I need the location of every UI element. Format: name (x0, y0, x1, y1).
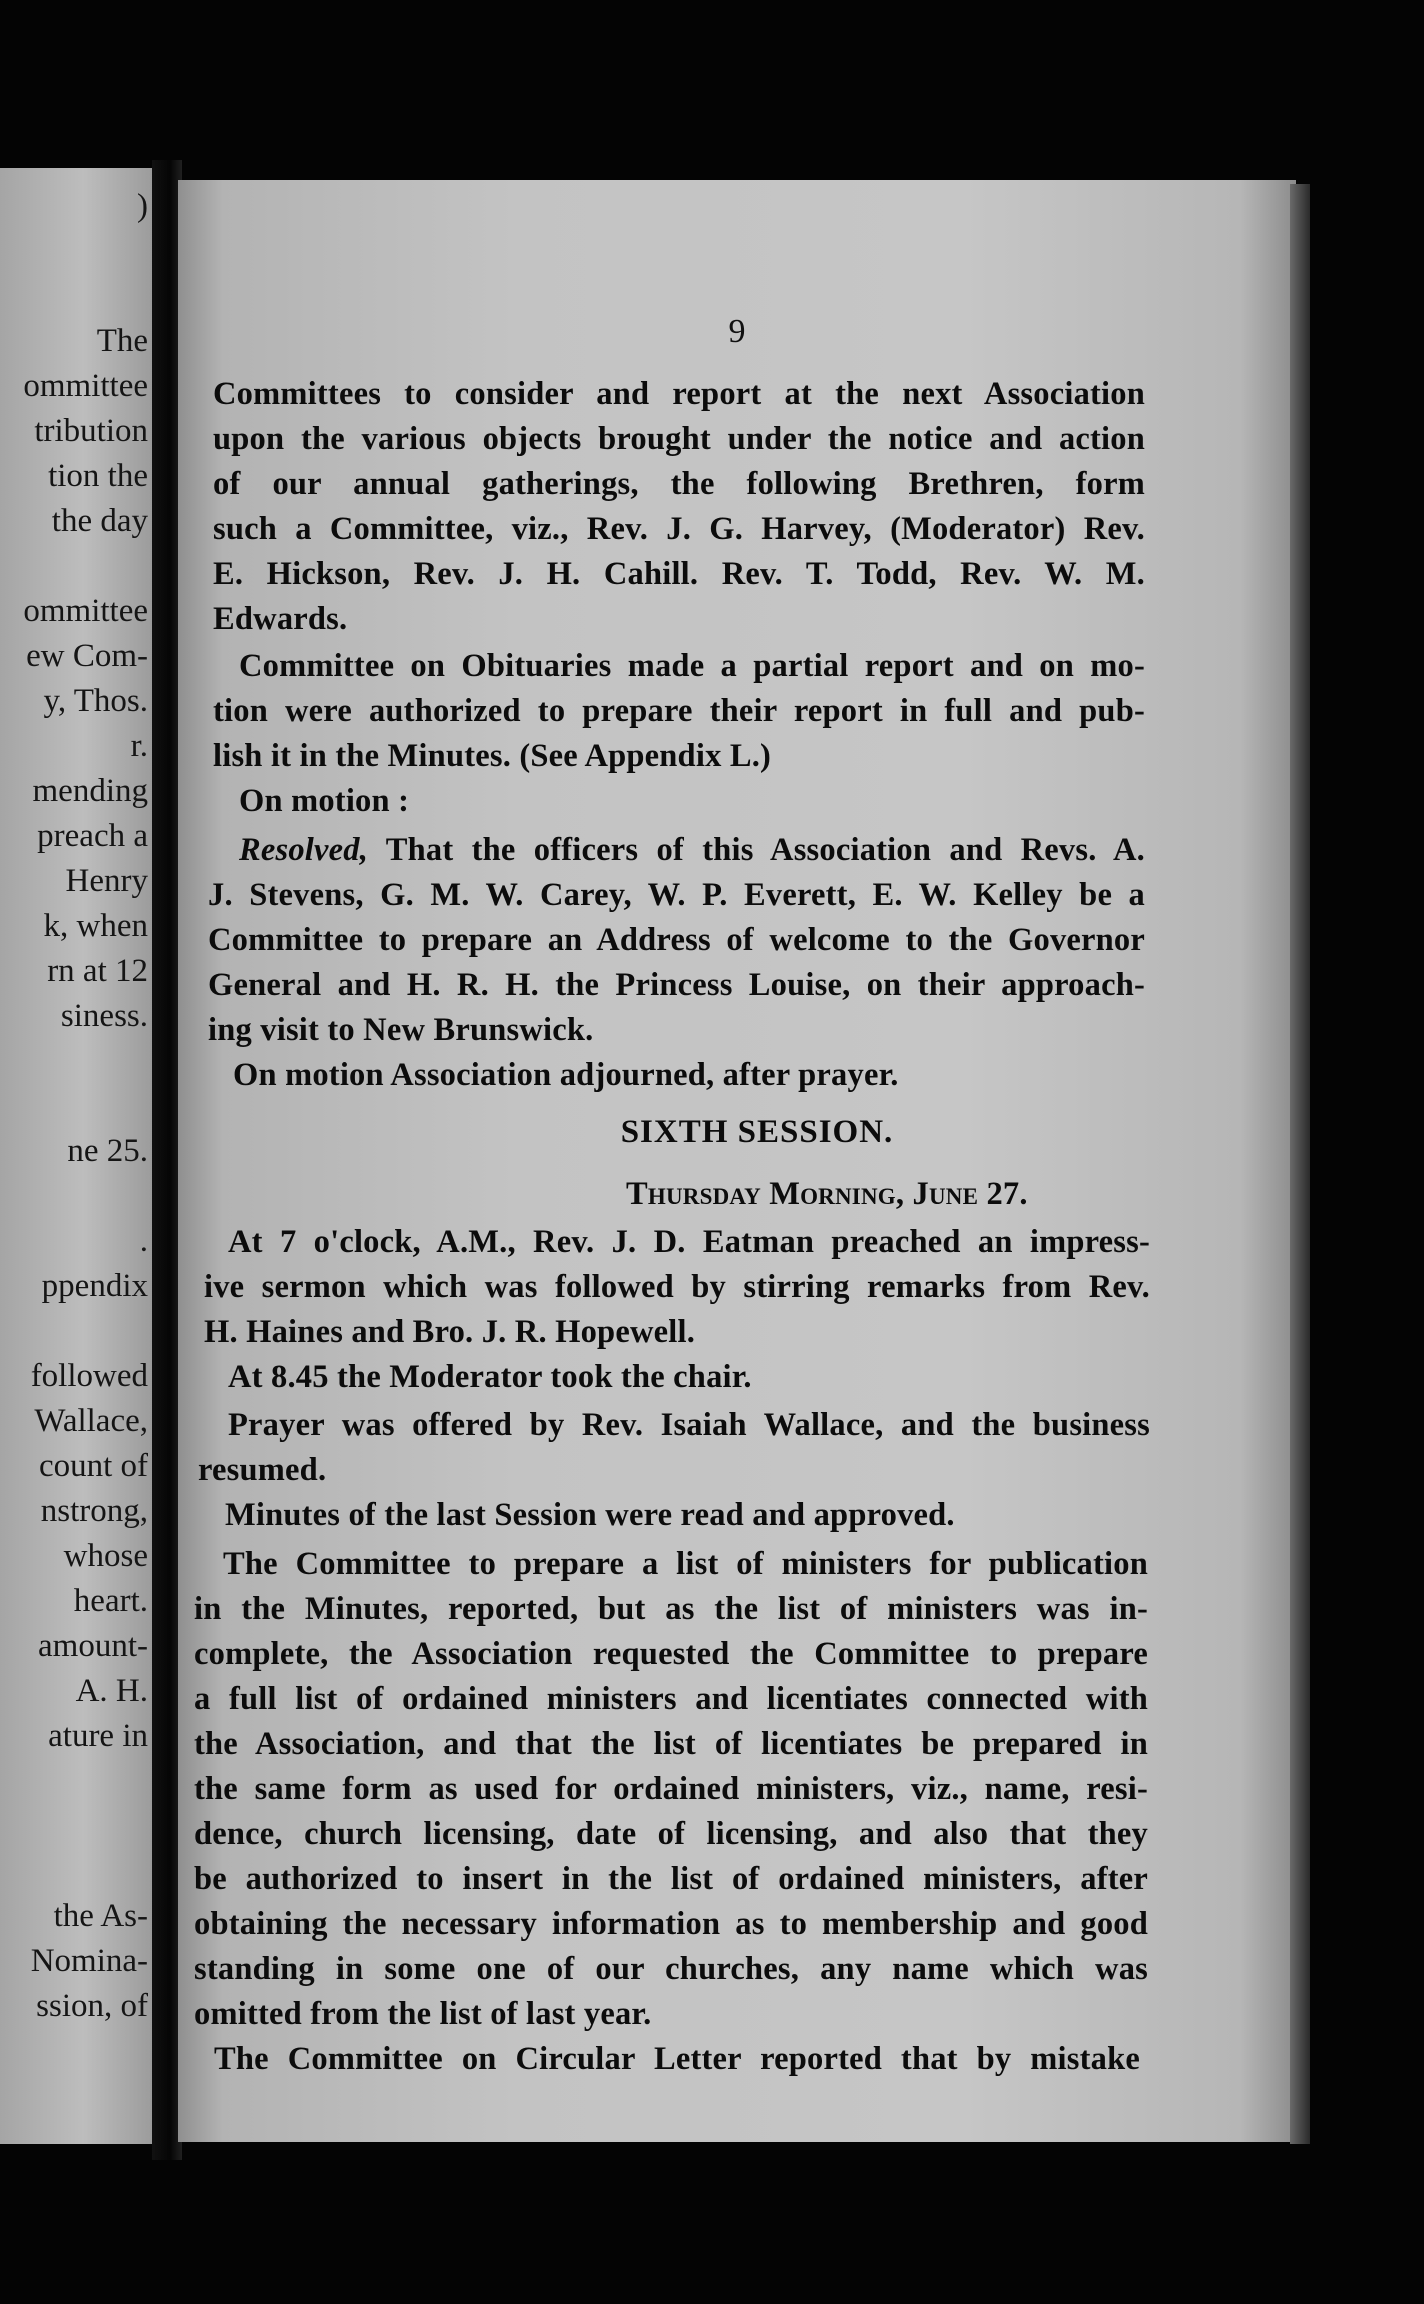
left-page-line: tion the (48, 458, 148, 494)
left-page-line: tribution (34, 413, 148, 449)
left-page-line: . (139, 1223, 148, 1259)
paragraph-line: ing visit to New Brunswick. (208, 1012, 594, 1048)
left-page-line: siness. (60, 998, 148, 1034)
left-page-line: mending (32, 773, 148, 809)
left-page-line: the As- (53, 1898, 148, 1934)
left-page-line: followed (30, 1358, 148, 1394)
page-number: 9 (728, 313, 746, 350)
paragraph-line: General and H. R. H. the Princess Louise, on their approach- (208, 967, 1145, 1003)
right-page (178, 180, 1296, 2142)
paragraph-line: the same form as used for ordained ministers, viz., name, resi- (194, 1771, 1148, 1807)
paragraph-line: Committee to prepare an Address of welcome to the Governor (208, 922, 1145, 958)
paragraph-line: tion were authorized to prepare their report in full and pub- (213, 693, 1145, 729)
paragraph-line: of our annual gatherings, the following Brethren, form (213, 466, 1145, 502)
adjourned-line: On motion Association adjourned, after prayer. (233, 1057, 899, 1093)
paragraph-line: in the Minutes, reported, but as the list of ministers was in- (194, 1591, 1148, 1627)
paragraph-line: such a Committee, viz., Rev. J. G. Harvey, (Moderator) Rev. (213, 511, 1145, 547)
on-motion-line: On motion : (239, 783, 410, 819)
left-page-line: ommittee (23, 593, 148, 629)
left-page-line: count of (38, 1448, 148, 1484)
left-page-line: heart. (73, 1583, 148, 1619)
resolved-label: Resolved, (239, 832, 369, 868)
paragraph-line: Edwards. (213, 601, 348, 637)
left-page-line: nstrong, (40, 1493, 148, 1529)
paragraph-line: dence, church licensing, date of licensing, and also that they (194, 1816, 1148, 1852)
paragraph-line: J. Stevens, G. M. W. Carey, W. P. Everett, E. W. Kelley be a (208, 877, 1145, 913)
paragraph-line: Committee on Obituaries made a partial report and on mo- (239, 648, 1145, 684)
paragraph-line: standing in some one of our churches, any name which was (194, 1951, 1148, 1987)
session-heading: SIXTH SESSION. (620, 1114, 894, 1150)
paragraph-line: upon the various objects brought under the notice and action (213, 421, 1145, 457)
paragraph-line: lish it in the Minutes. (See Appendix L.) (213, 738, 772, 774)
paragraph-line: complete, the Association requested the Committee to prepare (194, 1636, 1148, 1672)
left-page-line: r. (130, 728, 148, 764)
paragraph-line: Prayer was offered by Rev. Isaiah Wallace, and the business (228, 1407, 1150, 1443)
paragraph-line: E. Hickson, Rev. J. H. Cahill. Rev. T. Todd, Rev. W. M. (213, 556, 1145, 592)
paragraph-line: ive sermon which was followed by stirring remarks from Rev. (204, 1269, 1150, 1305)
left-page-line: ature in (48, 1718, 148, 1754)
left-page-line: k, when (43, 908, 148, 944)
paragraph-line: The Committee on Circular Letter reported that by mistake (214, 2041, 1140, 2077)
resolved-text: That the officers of this Association and Revs. A. (368, 832, 1145, 868)
left-page-line: y, Thos. (43, 683, 148, 719)
left-page-line: Henry (65, 863, 148, 899)
paragraph-line: At 7 o'clock, A.M., Rev. J. D. Eatman preached an impress- (228, 1224, 1150, 1260)
left-page-line: whose (63, 1538, 148, 1574)
paragraph-line: obtaining the necessary information as to membership and good (194, 1906, 1148, 1942)
moderator-line: At 8.45 the Moderator took the chair. (228, 1359, 752, 1395)
paragraph-line: resumed. (198, 1452, 327, 1488)
left-page-line: the day (51, 503, 148, 539)
left-page-line: ) (137, 188, 148, 224)
paragraph-line: be authorized to insert in the list of ordained ministers, after (194, 1861, 1148, 1897)
paragraph-line: The Committee to prepare a list of ministers for publication (223, 1546, 1148, 1582)
left-page-line: ssion, of (36, 1988, 148, 2024)
session-date: Thursday Morning, June 27. (626, 1176, 1028, 1212)
paragraph-line: Committees to consider and report at the next Association (213, 376, 1145, 412)
left-page-line: amount- (38, 1628, 148, 1664)
left-page-line: preach a (37, 818, 148, 854)
left-page-line: ommittee (23, 368, 148, 404)
left-page-line: A. H. (75, 1673, 148, 1709)
paragraph-line: a full list of ordained ministers and licentiates connected with (194, 1681, 1148, 1717)
paragraph-line: the Association, and that the list of licentiates be prepared in (194, 1726, 1148, 1762)
left-page-line: The (96, 323, 148, 359)
left-page-line: Nomina- (30, 1943, 148, 1979)
left-page-line: ew Com- (26, 638, 148, 674)
left-page-line: rn at 12 (47, 953, 148, 989)
left-page-line: Wallace, (34, 1403, 148, 1439)
left-page-line: ne 25. (67, 1133, 148, 1169)
left-page (0, 168, 152, 2144)
minutes-line: Minutes of the last Session were read and approved. (225, 1497, 955, 1533)
resolved-line (239, 832, 1145, 869)
page-edge (1290, 184, 1310, 2144)
paragraph-line: omitted from the list of last year. (194, 1996, 652, 2032)
paragraph-line: H. Haines and Bro. J. R. Hopewell. (204, 1314, 696, 1350)
left-page-line: ppendix (41, 1268, 148, 1304)
